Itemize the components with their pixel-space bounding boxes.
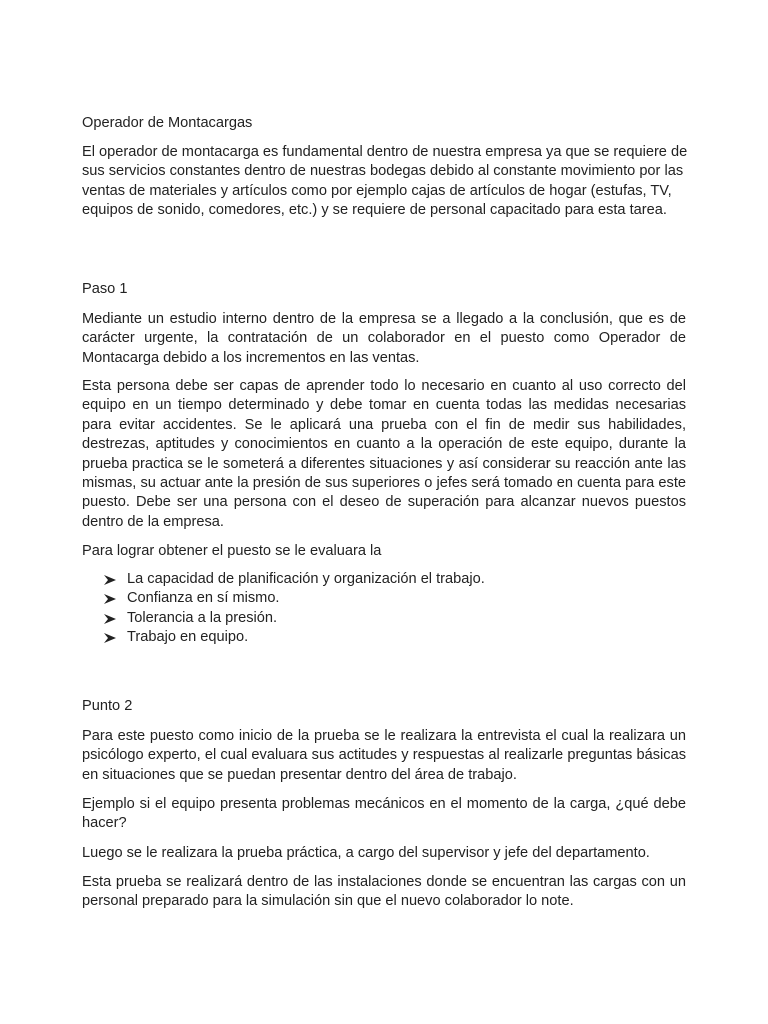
list-item [104,570,664,589]
paso1-paragraph-2: Esta persona debe ser capas de aprender todo lo necesario en cuanto al uso correcto del equipo en un tiempo determinado y debe tomar en cuenta todas las medidas necesarias para evitar accidentes. Se le aplicará una prueba con el fin de medir sus habilidades, destrezas, aptitudes y conocimientos en cuanto a la operación de este equipo, durante la prueba practica se le someterá a diferentes situaciones y así considerar su reacción ante las mismas, su actuar ante la presión de sus superiores o jefes será tomado en cuenta para este puesto. Debe ser una persona con el deseo de superación para alcanzar nuevos puestos dentro de la empresa. [82,378,686,530]
punto2-paragraph-1: Para este puesto como inicio de la prueba se le realizara la entrevista el cual la realizara un psicólogo experto, el cual evaluara sus actitudes y respuestas al realizarle preguntas básicas en situaciones que se puedan presentar dentro del área de trabajo. [82,728,686,783]
arrow-bullet-icon [104,575,116,585]
evaluation-lead: Para lograr obtener el puesto se le evaluara la [82,543,382,559]
list-item [104,589,664,608]
intro-paragraph: El operador de montacarga es fundamental dentro de nuestra empresa ya que se requiere de sus servicios constantes dentro de nuestras bodegas debido al constante movimiento por las ventas de materiales y artículos como por ejemplo cajas de artículos de hogar (estufas, TV, equipos de sonido, comedores, etc.) y se requiere de personal capacitado para esta tarea. [82,144,688,219]
document-title: Operador de Montacargas [82,115,253,131]
arrow-bullet-icon [104,594,116,604]
punto2-paragraph-2: Ejemplo si el equipo presenta problemas mecánicos en el momento de la carga, ¿qué debe hacer? [82,796,686,832]
evaluation-list [104,570,664,648]
paso1-heading: Paso 1 [82,281,128,297]
punto2-paragraph-4: Esta prueba se realizará dentro de las instalaciones donde se encuentran las cargas con un personal preparado para la simulación sin que el nuevo colaborador lo note. [82,874,686,910]
list-item-text: Tolerancia a la presión. [127,609,278,626]
list-item [104,609,664,628]
list-item-text: Trabajo en equipo. [127,629,249,646]
list-item-text: Confianza en sí mismo. [127,590,280,607]
punto2-paragraph-3: Luego se le realizara la prueba práctica, a cargo del supervisor y jefe del departamento. [82,845,650,861]
punto2-heading: Punto 2 [82,698,133,714]
paso1-paragraph-1: Mediante un estudio interno dentro de la empresa se a llegado a la conclusión, que es de carácter urgente, la contratación de un colaborador en el puesto como Operador de Montacarga debido a los incrementos en las ventas. [82,311,686,366]
arrow-bullet-icon [104,633,116,643]
list-item [104,628,664,647]
list-item-text: La capacidad de planificación y organización el trabajo. [127,571,485,587]
arrow-bullet-icon [104,614,116,624]
